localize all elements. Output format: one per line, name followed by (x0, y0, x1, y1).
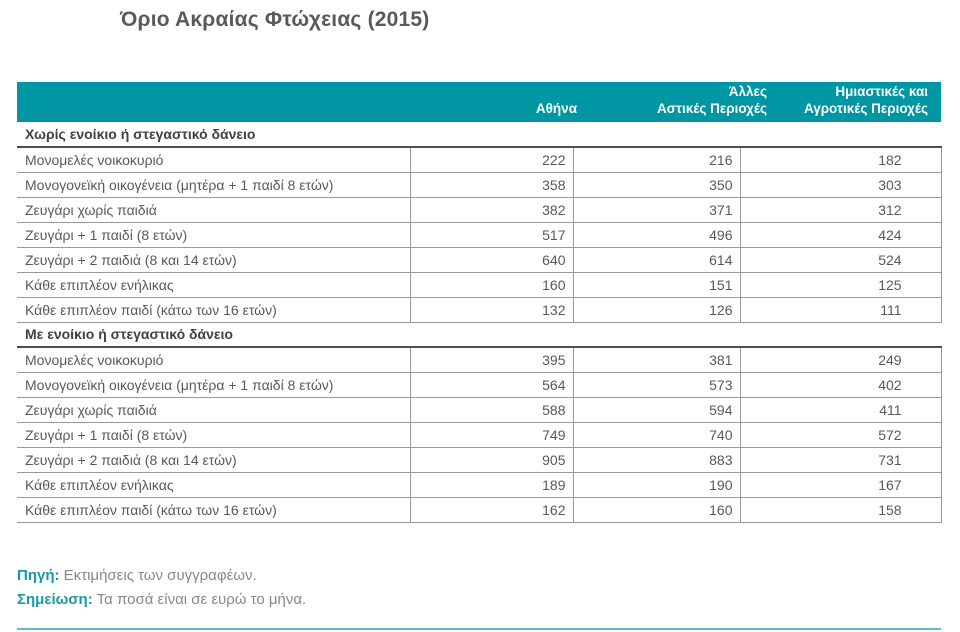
table-row (17, 147, 941, 172)
value-cell: 350 (573, 172, 740, 197)
value-cell: 573 (573, 372, 740, 397)
value-cell: 222 (410, 147, 573, 172)
row-label: Ζευγάρι + 1 παιδί (8 ετών) (17, 222, 410, 247)
header-col-other-urban-line2: Αστικές Περιοχές (656, 101, 767, 116)
table-row (17, 297, 941, 322)
header-col-athens (407, 82, 577, 122)
value-cell: 749 (410, 422, 573, 447)
note-text: Τα ποσά είναι σε ευρώ το μήνα. (96, 591, 307, 608)
value-cell: 614 (573, 247, 740, 272)
value-cell: 395 (410, 347, 573, 372)
header-col-semi-rural-line2: Αγροτικές Περιοχές (803, 101, 928, 116)
header-col-semi-rural-line1: Ημιαστικές και (835, 84, 928, 99)
value-cell: 731 (740, 447, 941, 472)
value-cell: 402 (740, 372, 941, 397)
table-row (17, 197, 941, 222)
value-cell: 588 (410, 397, 573, 422)
value-cell: 160 (410, 272, 573, 297)
row-label: Ζευγάρι χωρίς παιδιά (17, 397, 410, 422)
table-row (17, 497, 941, 522)
source-text: Εκτιμήσεις των συγγραφέων. (63, 567, 257, 584)
value-cell: 382 (410, 197, 573, 222)
section-header-label: Χωρίς ενοίκιο ή στεγαστικό δάνειο (17, 122, 941, 147)
section-header-row (17, 122, 941, 147)
source-note (17, 564, 306, 588)
table-row (17, 447, 941, 472)
value-cell: 358 (410, 172, 573, 197)
value-cell: 126 (573, 297, 740, 322)
source-label: Πηγή: (17, 567, 60, 584)
table-row (17, 397, 941, 422)
row-label: Ζευγάρι + 1 παιδί (8 ετών) (17, 422, 410, 447)
value-cell: 151 (573, 272, 740, 297)
table-row (17, 372, 941, 397)
page-title: Όριο Ακραίας Φτώχειας (2015) (120, 8, 430, 31)
value-cell: 740 (573, 422, 740, 447)
table-body (17, 122, 941, 522)
value-cell: 125 (740, 272, 941, 297)
footnotes (17, 564, 306, 612)
row-label: Ζευγάρι + 2 παιδιά (8 και 14 ετών) (17, 447, 410, 472)
value-cell: 883 (573, 447, 740, 472)
value-cell: 162 (410, 497, 573, 522)
value-cell: 411 (740, 397, 941, 422)
value-cell: 564 (410, 372, 573, 397)
value-cell: 182 (740, 147, 941, 172)
value-cell: 524 (740, 247, 941, 272)
value-cell: 312 (740, 197, 941, 222)
bottom-accent-line (17, 628, 941, 630)
header-col-semi-rural (767, 82, 941, 122)
value-cell: 572 (740, 422, 941, 447)
value-cell: 424 (740, 222, 941, 247)
value-cell: 496 (573, 222, 740, 247)
row-label: Κάθε επιπλέον ενήλικας (17, 472, 410, 497)
row-label: Μονογονεϊκή οικογένεια (μητέρα + 1 παιδί 8 ετών) (17, 372, 410, 397)
value-cell: 216 (573, 147, 740, 172)
value-cell: 249 (740, 347, 941, 372)
row-label: Κάθε επιπλέον παιδί (κάτω των 16 ετών) (17, 497, 410, 522)
table-row (17, 422, 941, 447)
section-header-row (17, 322, 941, 347)
value-cell: 594 (573, 397, 740, 422)
value-cell: 640 (410, 247, 573, 272)
table-row (17, 172, 941, 197)
value-cell: 167 (740, 472, 941, 497)
note-label: Σημείωση: (17, 591, 93, 608)
value-cell: 160 (573, 497, 740, 522)
value-cell: 190 (573, 472, 740, 497)
value-cell: 371 (573, 197, 740, 222)
row-label: Κάθε επιπλέον ενήλικας (17, 272, 410, 297)
header-empty-cell (17, 82, 407, 122)
value-cell: 111 (740, 297, 941, 322)
header-col-other-urban (577, 82, 767, 122)
table-row (17, 272, 941, 297)
row-label: Μονομελές νοικοκυριό (17, 147, 410, 172)
row-label: Ζευγάρι + 2 παιδιά (8 και 14 ετών) (17, 247, 410, 272)
row-label: Κάθε επιπλέον παιδί (κάτω των 16 ετών) (17, 297, 410, 322)
table-row (17, 472, 941, 497)
value-cell: 381 (573, 347, 740, 372)
table-row (17, 222, 941, 247)
header-col-athens-label: Αθήνα (535, 101, 577, 116)
row-label: Μονογονεϊκή οικογένεια (μητέρα + 1 παιδί 8 ετών) (17, 172, 410, 197)
value-cell: 158 (740, 497, 941, 522)
amounts-note (17, 588, 306, 612)
poverty-table-grid (17, 122, 942, 523)
value-cell: 517 (410, 222, 573, 247)
row-label: Μονομελές νοικοκυριό (17, 347, 410, 372)
table-header (17, 82, 941, 122)
table-row (17, 347, 941, 372)
table-row (17, 247, 941, 272)
poverty-table (17, 82, 941, 523)
value-cell: 132 (410, 297, 573, 322)
value-cell: 189 (410, 472, 573, 497)
value-cell: 303 (740, 172, 941, 197)
header-col-other-urban-line1: Άλλες (728, 84, 767, 99)
row-label: Ζευγάρι χωρίς παιδιά (17, 197, 410, 222)
value-cell: 905 (410, 447, 573, 472)
section-header-label: Με ενοίκιο ή στεγαστικό δάνειο (17, 322, 941, 347)
